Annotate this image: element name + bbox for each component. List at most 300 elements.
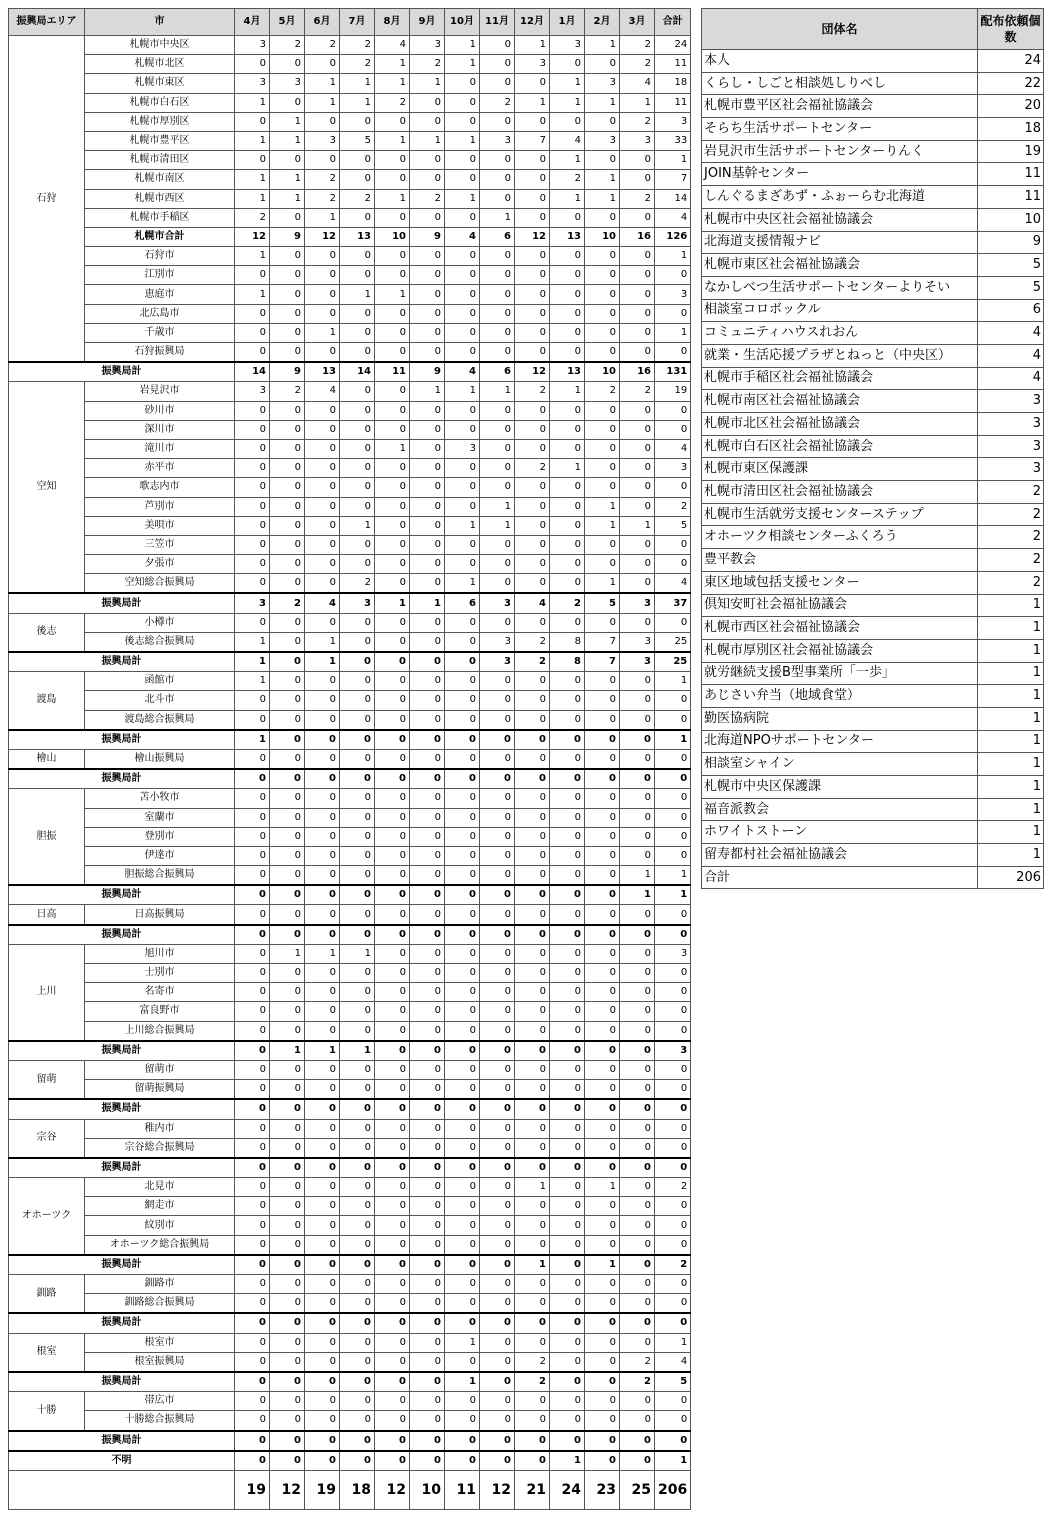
subtotal-row <box>9 769 691 789</box>
value-cell: 0 <box>235 1041 270 1061</box>
city-cell: 室蘭市 <box>85 808 235 827</box>
value-cell: 0 <box>550 1411 585 1431</box>
value-cell: 3 <box>480 593 515 613</box>
value-cell: 3 <box>655 285 691 304</box>
value-cell: 0 <box>235 420 270 439</box>
value-cell: 2 <box>340 55 375 74</box>
value-cell: 0 <box>480 1197 515 1216</box>
org-row <box>702 707 1044 730</box>
value-cell: 0 <box>585 1021 620 1041</box>
value-cell: 9 <box>410 227 445 246</box>
value-cell: 0 <box>340 749 375 769</box>
area-cell: 留萌 <box>9 1060 85 1099</box>
value-cell: 4 <box>655 1352 691 1372</box>
value-cell: 0 <box>270 964 305 983</box>
column-header: 振興局エリア <box>9 9 85 36</box>
value-cell: 0 <box>480 247 515 266</box>
value-cell: 0 <box>270 343 305 363</box>
value-cell: 0 <box>515 1275 550 1294</box>
column-header: 7月 <box>340 9 375 36</box>
org-row <box>702 866 1044 889</box>
value-cell: 1 <box>445 382 480 401</box>
value-cell: 0 <box>270 749 305 769</box>
value-cell: 0 <box>375 1411 410 1431</box>
value-cell: 0 <box>515 1099 550 1119</box>
subtotal-row <box>9 593 691 613</box>
org-count-cell: 1 <box>978 844 1044 867</box>
value-cell: 0 <box>340 710 375 730</box>
city-cell: 釧路市 <box>85 1275 235 1294</box>
value-cell: 0 <box>410 574 445 594</box>
table-row <box>9 1392 691 1411</box>
value-cell: 0 <box>480 1216 515 1235</box>
value-cell: 3 <box>515 55 550 74</box>
value-cell: 0 <box>550 1392 585 1411</box>
value-cell: 0 <box>550 710 585 730</box>
org-row <box>702 140 1044 163</box>
value-cell: 0 <box>480 1002 515 1021</box>
city-cell: 札幌市西区 <box>85 189 235 208</box>
value-cell: 0 <box>655 613 691 632</box>
value-cell: 2 <box>515 459 550 478</box>
city-cell: 旭川市 <box>85 944 235 963</box>
value-cell: 0 <box>445 1021 480 1041</box>
value-cell: 0 <box>620 343 655 363</box>
value-cell: 0 <box>655 1197 691 1216</box>
value-cell: 1 <box>655 1451 691 1471</box>
table-row <box>9 1021 691 1041</box>
value-cell: 0 <box>340 112 375 131</box>
org-name-cell: JOIN基幹センター <box>702 163 978 186</box>
value-cell: 12 <box>375 1470 410 1509</box>
org-row <box>702 390 1044 413</box>
table-row <box>9 420 691 439</box>
value-cell: 0 <box>270 208 305 227</box>
value-cell: 0 <box>340 1294 375 1314</box>
org-row <box>702 322 1044 345</box>
value-cell: 0 <box>585 459 620 478</box>
org-name-cell: しんぐるまざあず・ふぉーらむ北海道 <box>702 186 978 209</box>
city-cell: 名寄市 <box>85 983 235 1002</box>
org-name-cell: 札幌市西区社会福祉協議会 <box>702 617 978 640</box>
value-cell: 0 <box>655 1275 691 1294</box>
city-cell: 空知総合振興局 <box>85 574 235 594</box>
value-cell: 0 <box>515 151 550 170</box>
value-cell: 0 <box>305 925 340 945</box>
org-row <box>702 186 1044 209</box>
value-cell: 1 <box>305 93 340 112</box>
value-cell: 0 <box>445 266 480 285</box>
value-cell: 0 <box>340 1021 375 1041</box>
subtotal-row <box>9 362 691 382</box>
value-cell: 0 <box>305 885 340 905</box>
value-cell: 4 <box>305 382 340 401</box>
value-cell: 0 <box>515 247 550 266</box>
value-cell: 0 <box>655 1119 691 1138</box>
value-cell: 0 <box>410 1235 445 1255</box>
table-row <box>9 1333 691 1352</box>
value-cell: 0 <box>550 247 585 266</box>
value-cell: 0 <box>585 1451 620 1471</box>
value-cell: 1 <box>375 439 410 458</box>
value-cell: 2 <box>620 55 655 74</box>
value-cell: 0 <box>620 1294 655 1314</box>
value-cell: 0 <box>655 1060 691 1079</box>
table-row <box>9 905 691 925</box>
value-cell: 0 <box>620 1178 655 1197</box>
value-cell: 0 <box>270 866 305 886</box>
org-count-cell: 3 <box>978 458 1044 481</box>
table-row <box>9 749 691 769</box>
value-cell: 0 <box>620 1119 655 1138</box>
subtotal-row <box>9 925 691 945</box>
value-cell: 0 <box>445 1451 480 1471</box>
org-count-cell: 4 <box>978 344 1044 367</box>
city-cell: 稚内市 <box>85 1119 235 1138</box>
value-cell: 1 <box>585 1178 620 1197</box>
value-cell: 0 <box>375 789 410 808</box>
value-cell: 0 <box>305 516 340 535</box>
org-count-cell: 1 <box>978 707 1044 730</box>
table-row <box>9 710 691 730</box>
value-cell: 6 <box>480 227 515 246</box>
value-cell: 3 <box>620 593 655 613</box>
value-cell: 0 <box>410 1080 445 1100</box>
value-cell: 0 <box>480 691 515 710</box>
value-cell: 0 <box>375 1235 410 1255</box>
value-cell: 0 <box>235 1178 270 1197</box>
value-cell: 0 <box>340 1099 375 1119</box>
value-cell: 0 <box>655 555 691 574</box>
value-cell: 2 <box>410 55 445 74</box>
value-cell: 0 <box>305 304 340 323</box>
city-cell: 帯広市 <box>85 1392 235 1411</box>
value-cell: 0 <box>270 151 305 170</box>
value-cell: 0 <box>375 1041 410 1061</box>
value-cell: 0 <box>445 1431 480 1451</box>
table-row <box>9 208 691 227</box>
value-cell: 0 <box>445 535 480 554</box>
org-name-cell: 札幌市北区社会福祉協議会 <box>702 413 978 436</box>
value-cell: 1 <box>445 189 480 208</box>
value-cell: 1 <box>375 131 410 150</box>
value-cell: 0 <box>305 1060 340 1079</box>
value-cell: 1 <box>410 593 445 613</box>
value-cell: 0 <box>445 285 480 304</box>
value-cell: 0 <box>410 1178 445 1197</box>
value-cell: 0 <box>620 925 655 945</box>
value-cell: 0 <box>655 420 691 439</box>
value-cell: 0 <box>585 1002 620 1021</box>
value-cell: 1 <box>305 1041 340 1061</box>
value-cell: 0 <box>550 1138 585 1158</box>
value-cell: 0 <box>340 1197 375 1216</box>
value-cell: 0 <box>620 323 655 342</box>
value-cell: 0 <box>655 1158 691 1178</box>
value-cell: 0 <box>235 983 270 1002</box>
value-cell: 0 <box>620 304 655 323</box>
value-cell: 0 <box>410 1041 445 1061</box>
value-cell: 6 <box>445 593 480 613</box>
value-cell: 0 <box>480 1099 515 1119</box>
city-cell: 宗谷総合振興局 <box>85 1138 235 1158</box>
org-name-cell: 札幌市生活就労支援センターステップ <box>702 503 978 526</box>
value-cell: 0 <box>305 1372 340 1392</box>
value-cell: 2 <box>620 382 655 401</box>
value-cell: 0 <box>585 1352 620 1372</box>
value-cell: 0 <box>340 613 375 632</box>
value-cell: 0 <box>410 323 445 342</box>
table-row <box>9 1178 691 1197</box>
org-name-cell: 札幌市豊平区社会福祉協議会 <box>702 95 978 118</box>
value-cell: 3 <box>235 593 270 613</box>
value-cell: 0 <box>340 1255 375 1275</box>
org-row <box>702 639 1044 662</box>
value-cell: 10 <box>410 1470 445 1509</box>
value-cell: 2 <box>515 632 550 652</box>
value-cell: 0 <box>445 1178 480 1197</box>
table-row <box>9 1411 691 1431</box>
value-cell: 1 <box>375 285 410 304</box>
value-cell: 0 <box>235 439 270 458</box>
value-cell: 0 <box>480 170 515 189</box>
value-cell: 0 <box>410 808 445 827</box>
value-cell: 0 <box>445 497 480 516</box>
value-cell: 0 <box>235 535 270 554</box>
value-cell: 0 <box>480 905 515 925</box>
value-cell: 0 <box>305 1002 340 1021</box>
org-row <box>702 662 1044 685</box>
city-cell: 紋別市 <box>85 1216 235 1235</box>
value-cell: 0 <box>515 112 550 131</box>
value-cell: 0 <box>270 555 305 574</box>
org-name-cell: 岩見沢市生活サポートセンターりんく <box>702 140 978 163</box>
value-cell: 0 <box>270 1060 305 1079</box>
value-cell: 0 <box>410 1060 445 1079</box>
value-cell: 0 <box>515 516 550 535</box>
value-cell: 0 <box>480 112 515 131</box>
value-cell: 0 <box>480 151 515 170</box>
value-cell: 0 <box>270 905 305 925</box>
value-cell: 0 <box>410 1372 445 1392</box>
value-cell: 2 <box>375 93 410 112</box>
value-cell: 0 <box>480 555 515 574</box>
value-cell: 0 <box>515 769 550 789</box>
value-cell: 0 <box>305 1080 340 1100</box>
value-cell: 0 <box>585 1041 620 1061</box>
org-count-cell: 1 <box>978 821 1044 844</box>
value-cell: 0 <box>480 866 515 886</box>
city-cell: 札幌市南区 <box>85 170 235 189</box>
value-cell: 0 <box>305 151 340 170</box>
table-row <box>9 516 691 535</box>
value-cell: 2 <box>515 1352 550 1372</box>
value-cell: 0 <box>585 1060 620 1079</box>
value-cell: 14 <box>655 189 691 208</box>
value-cell: 0 <box>305 497 340 516</box>
value-cell: 0 <box>445 827 480 846</box>
city-cell: 上川総合振興局 <box>85 1021 235 1041</box>
org-row <box>702 844 1044 867</box>
value-cell: 0 <box>410 93 445 112</box>
value-cell: 0 <box>305 613 340 632</box>
value-cell: 1 <box>445 131 480 150</box>
value-cell: 3 <box>655 944 691 963</box>
value-cell: 0 <box>375 478 410 497</box>
value-cell: 0 <box>445 769 480 789</box>
subtotal-label: 振興局計 <box>9 1041 235 1061</box>
value-cell: 0 <box>305 1197 340 1216</box>
value-cell: 2 <box>620 1372 655 1392</box>
value-cell: 1 <box>305 208 340 227</box>
value-cell: 0 <box>340 266 375 285</box>
value-cell: 0 <box>410 1352 445 1372</box>
value-cell: 0 <box>235 1235 270 1255</box>
value-cell: 0 <box>445 1002 480 1021</box>
value-cell: 0 <box>585 1080 620 1100</box>
value-cell: 0 <box>620 1138 655 1158</box>
value-cell: 0 <box>410 1099 445 1119</box>
value-cell: 0 <box>655 304 691 323</box>
value-cell: 0 <box>585 55 620 74</box>
monthly-distribution-table <box>8 8 691 1510</box>
area-cell: 胆振 <box>9 789 85 885</box>
org-header-row <box>702 9 1044 50</box>
value-cell: 0 <box>550 285 585 304</box>
value-cell: 0 <box>305 343 340 363</box>
value-cell: 0 <box>515 1451 550 1471</box>
value-cell: 0 <box>235 613 270 632</box>
org-row <box>702 299 1044 322</box>
value-cell: 0 <box>480 846 515 865</box>
value-cell: 0 <box>270 1333 305 1352</box>
value-cell: 0 <box>480 710 515 730</box>
value-cell: 1 <box>375 74 410 93</box>
value-cell: 2 <box>340 36 375 55</box>
value-cell: 0 <box>585 535 620 554</box>
value-cell: 0 <box>550 1178 585 1197</box>
value-cell: 2 <box>270 382 305 401</box>
subtotal-label: 振興局計 <box>9 362 235 382</box>
subtotal-label: 振興局計 <box>9 1313 235 1333</box>
value-cell: 1 <box>235 672 270 691</box>
org-row <box>702 50 1044 73</box>
value-cell: 0 <box>515 574 550 594</box>
value-cell: 0 <box>480 1352 515 1372</box>
value-cell: 0 <box>620 749 655 769</box>
value-cell: 0 <box>375 885 410 905</box>
value-cell: 2 <box>340 574 375 594</box>
column-header: 1月 <box>550 9 585 36</box>
value-cell: 0 <box>620 401 655 420</box>
value-cell: 0 <box>235 827 270 846</box>
org-name-cell: 札幌市南区社会福祉協議会 <box>702 390 978 413</box>
value-cell: 0 <box>480 1119 515 1138</box>
value-cell: 0 <box>305 1119 340 1138</box>
org-name-cell: コミュニティハウスれおん <box>702 322 978 345</box>
value-cell: 0 <box>445 1392 480 1411</box>
org-row <box>702 95 1044 118</box>
value-cell: 0 <box>585 285 620 304</box>
value-cell: 0 <box>585 730 620 750</box>
value-cell: 0 <box>375 983 410 1002</box>
value-cell: 18 <box>655 74 691 93</box>
value-cell: 0 <box>235 1392 270 1411</box>
value-cell: 0 <box>655 1099 691 1119</box>
value-cell: 0 <box>550 555 585 574</box>
value-cell: 18 <box>340 1470 375 1509</box>
value-cell: 1 <box>655 247 691 266</box>
value-cell: 0 <box>340 789 375 808</box>
value-cell: 1 <box>340 944 375 963</box>
value-cell: 1 <box>480 382 515 401</box>
value-cell: 0 <box>550 266 585 285</box>
value-cell: 0 <box>340 769 375 789</box>
city-cell: 札幌市東区 <box>85 74 235 93</box>
value-cell: 0 <box>375 691 410 710</box>
value-cell: 0 <box>515 1235 550 1255</box>
value-cell: 0 <box>270 1235 305 1255</box>
value-cell: 0 <box>585 1119 620 1138</box>
value-cell: 0 <box>550 789 585 808</box>
value-cell: 11 <box>375 362 410 382</box>
table-row <box>9 323 691 342</box>
value-cell: 1 <box>445 574 480 594</box>
value-cell: 0 <box>375 555 410 574</box>
value-cell: 1 <box>585 93 620 112</box>
value-cell: 9 <box>410 362 445 382</box>
value-cell: 0 <box>410 730 445 750</box>
value-cell: 0 <box>340 151 375 170</box>
org-name-cell: 札幌市清田区社会福祉協議会 <box>702 481 978 504</box>
subtotal-row <box>9 1431 691 1451</box>
org-count-cell: 4 <box>978 367 1044 390</box>
value-cell: 1 <box>235 170 270 189</box>
value-cell: 0 <box>340 866 375 886</box>
value-cell: 0 <box>375 905 410 925</box>
value-cell: 1 <box>550 93 585 112</box>
value-cell: 0 <box>585 808 620 827</box>
value-cell: 0 <box>375 1313 410 1333</box>
value-cell: 1 <box>655 151 691 170</box>
table-row <box>9 691 691 710</box>
value-cell: 1 <box>655 672 691 691</box>
grand-total-label <box>9 1470 235 1509</box>
org-name-header: 団体名 <box>702 9 978 50</box>
value-cell: 0 <box>480 1021 515 1041</box>
value-cell: 0 <box>445 672 480 691</box>
value-cell: 0 <box>445 93 480 112</box>
value-cell: 0 <box>235 1216 270 1235</box>
table-row <box>9 827 691 846</box>
org-row <box>702 435 1044 458</box>
value-cell: 0 <box>410 749 445 769</box>
table-row <box>9 866 691 886</box>
value-cell: 0 <box>585 789 620 808</box>
value-cell: 0 <box>270 285 305 304</box>
value-cell: 0 <box>515 885 550 905</box>
value-cell: 0 <box>515 672 550 691</box>
value-cell: 1 <box>375 593 410 613</box>
value-cell: 0 <box>445 1216 480 1235</box>
org-row <box>702 730 1044 753</box>
value-cell: 0 <box>585 1158 620 1178</box>
value-cell: 0 <box>305 420 340 439</box>
table-row <box>9 1275 691 1294</box>
value-cell: 0 <box>655 964 691 983</box>
value-cell: 0 <box>585 691 620 710</box>
city-cell: 札幌市清田区 <box>85 151 235 170</box>
